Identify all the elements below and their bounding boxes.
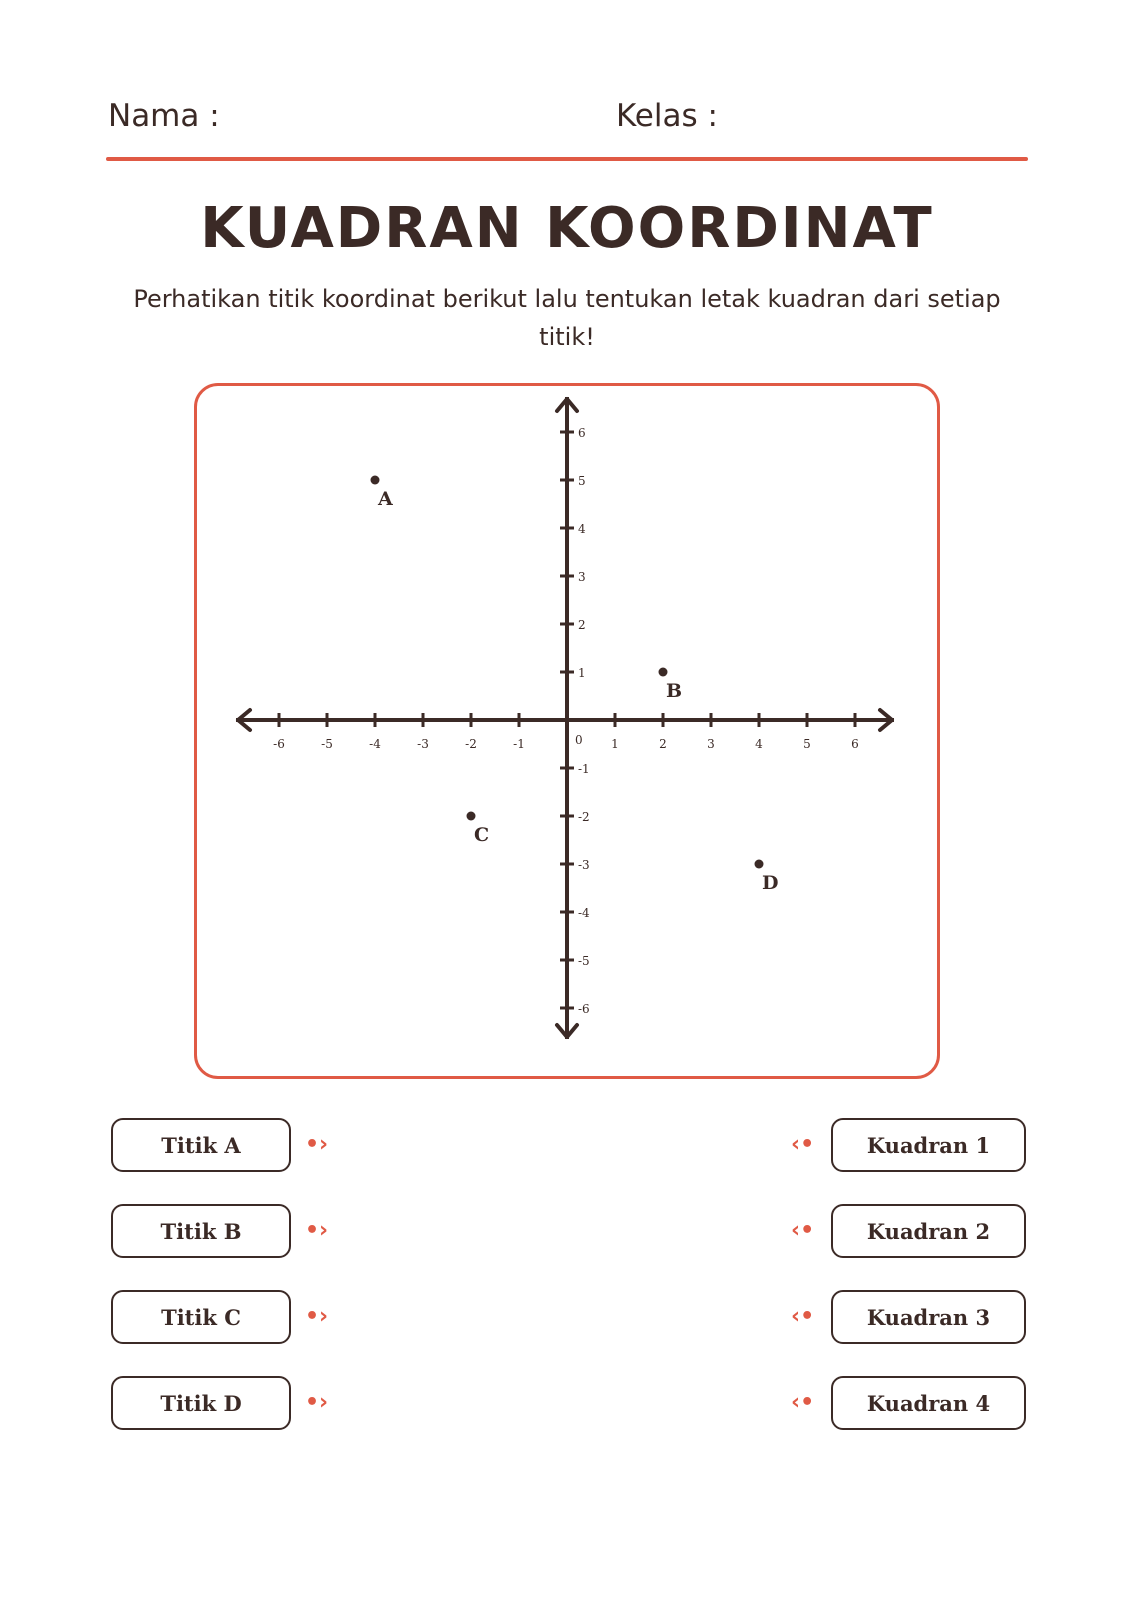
point-d-box[interactable]: Titik D [111, 1376, 291, 1430]
coordinate-plane [194, 383, 940, 1079]
x-tick-label: 4 [755, 737, 763, 751]
right-arrow-icon: •› [305, 1304, 329, 1329]
y-tick-label: -5 [578, 954, 590, 968]
x-tick-label: -6 [273, 737, 285, 751]
point-b-label: B [666, 680, 683, 702]
x-tick-label: -5 [321, 737, 333, 751]
point-a-marker [371, 476, 380, 485]
x-tick-label: -1 [513, 737, 525, 751]
origin-label: 0 [575, 733, 583, 747]
page-title: KUADRAN KOORDINAT [200, 196, 934, 261]
quadrant-1-box[interactable]: Kuadran 1 [831, 1118, 1026, 1172]
y-tick-label: -6 [578, 1002, 590, 1016]
y-tick-label: -1 [578, 762, 590, 776]
point-c-box[interactable]: Titik C [111, 1290, 291, 1344]
point-c-label: C [474, 824, 490, 846]
y-tick-label: 6 [578, 426, 586, 440]
point-a-box[interactable]: Titik A [111, 1118, 291, 1172]
x-tick-label: 6 [851, 737, 859, 751]
quadrant-4-box[interactable]: Kuadran 4 [831, 1376, 1026, 1430]
quadrant-3-box[interactable]: Kuadran 3 [831, 1290, 1026, 1344]
left-arrow-icon: ‹• [791, 1218, 815, 1243]
point-c-marker [467, 812, 476, 821]
point-d-marker [755, 860, 764, 869]
x-tick-label: 2 [659, 737, 667, 751]
right-arrow-icon: •› [305, 1218, 329, 1243]
x-tick-label: -3 [417, 737, 429, 751]
point-d-label: D [762, 872, 779, 894]
x-tick-label: -2 [465, 737, 477, 751]
name-label: Nama : [108, 98, 220, 134]
x-tick-label: 1 [611, 737, 619, 751]
y-tick-label: 3 [578, 570, 586, 584]
class-label: Kelas : [616, 98, 718, 134]
y-tick-label: -2 [578, 810, 590, 824]
y-tick-label: 1 [578, 666, 586, 680]
x-tick-label: 5 [803, 737, 811, 751]
y-tick-label: 5 [578, 474, 586, 488]
left-arrow-icon: ‹• [791, 1304, 815, 1329]
left-arrow-icon: ‹• [791, 1132, 815, 1157]
y-tick-label: -4 [578, 906, 590, 920]
left-arrow-icon: ‹• [791, 1390, 815, 1415]
header-divider [106, 157, 1028, 161]
instruction-text: Perhatikan titik koordinat berikut lalu tentukan letak kuadran dari setiap titik! [133, 285, 1001, 351]
y-tick-label: 4 [578, 522, 586, 536]
quadrant-2-box[interactable]: Kuadran 2 [831, 1204, 1026, 1258]
x-tick-label: 3 [707, 737, 715, 751]
y-tick-label: 2 [578, 618, 586, 632]
point-b-marker [659, 668, 668, 677]
right-arrow-icon: •› [305, 1390, 329, 1415]
y-tick-label: -3 [578, 858, 590, 872]
point-b-box[interactable]: Titik B [111, 1204, 291, 1258]
right-arrow-icon: •› [305, 1132, 329, 1157]
x-tick-label: -4 [369, 737, 381, 751]
point-a-label: A [378, 488, 393, 510]
